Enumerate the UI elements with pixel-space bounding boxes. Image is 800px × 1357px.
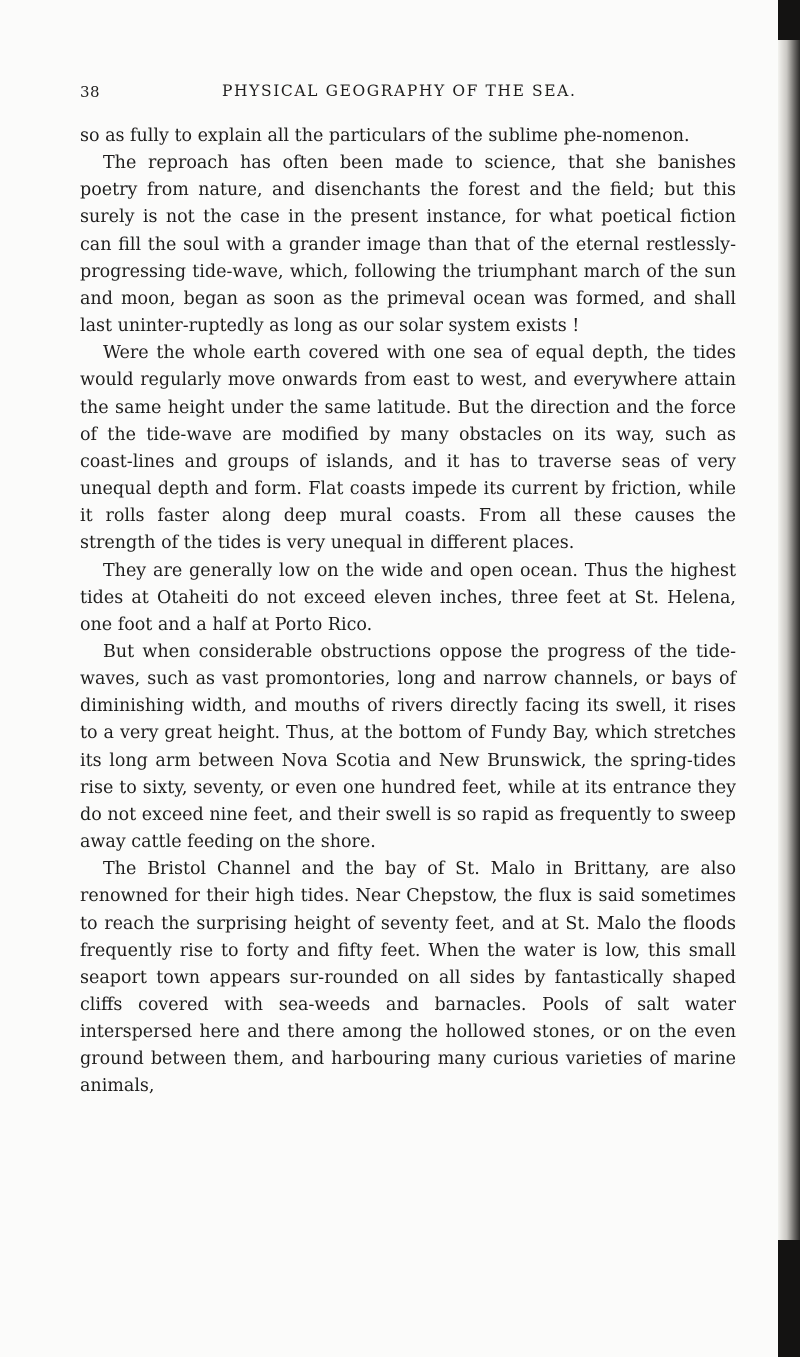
edge-dark-bottom (778, 1240, 800, 1357)
running-title: PHYSICAL GEOGRAPHY OF THE SEA. (222, 82, 577, 100)
paragraph-3: Were the whole earth covered with one sea of equal depth, the tides would regularly move onwards from east to west, and everywhere attain the same height under the same latitude. But the direction and the force of the tide-wave are modified by many obstacles on its way, such as coast-lines and groups of islands, and it has to traverse seas of very unequal depth and form. Flat coasts impede its current by friction, while it rolls faster along deep mural coasts. From all these causes the strength of the tides is very unequal in different places. (80, 343, 736, 554)
body-text (80, 123, 736, 1101)
page-number: 38 (80, 83, 101, 101)
paragraph-5: But when considerable obstructions oppose the progress of the tide-waves, such as vast promontories, long and narrow channels, or bays of diminishing width, and mouths of rivers directly facing its swell, it rises to a very great height. Thus, at the bottom of Fundy Bay, which stretches its long arm between Nova Scotia and New Brunswick, the spring-tides rise to sixty, seventy, or even one hundred feet, while at its entrance they do not exceed nine feet, and their swell is so rapid as frequently to sweep away cattle feeding on the shore. (80, 641, 736, 853)
paragraph-6: The Bristol Channel and the bay of St. Malo in Brittany, are also renowned for their high tides. Near Chepstow, the flux is said sometimes to reach the surprising height of seventy feet, and at St. Malo the floods frequently rise to forty and fifty feet. When the water is low, this small seaport town appears sur-rounded on all sides by fantastically shaped cliffs covered with sea-weeds and barnacles. Pools of salt water interspersed here and there among the hollowed stones, or on the even ground between them, and harbouring many curious varieties of marine animals, (80, 859, 736, 1097)
edge-dark-top (778, 0, 800, 40)
paragraph-2: The reproach has often been made to science, that she banishes poetry from nature, and disenchants the forest and the field; but this surely is not the case in the present instance, for what poetical fiction can fill the soul with a grander image than that of the eternal restlessly-progressing tide-wave, which, following the triumphant march of the sun and moon, began as soon as the primeval ocean was formed, and shall last uninter-ruptedly as long as our solar system exists ! (80, 153, 736, 337)
paragraph-4: They are generally low on the wide and open ocean. Thus the highest tides at Otaheiti do not exceed eleven inches, three feet at St. Helena, one foot and a half at Porto Rico. (80, 560, 736, 635)
page-edge-shadow (778, 0, 800, 1357)
paragraph-1: so as fully to explain all the particulars of the sublime phe-nomenon. (80, 126, 690, 146)
